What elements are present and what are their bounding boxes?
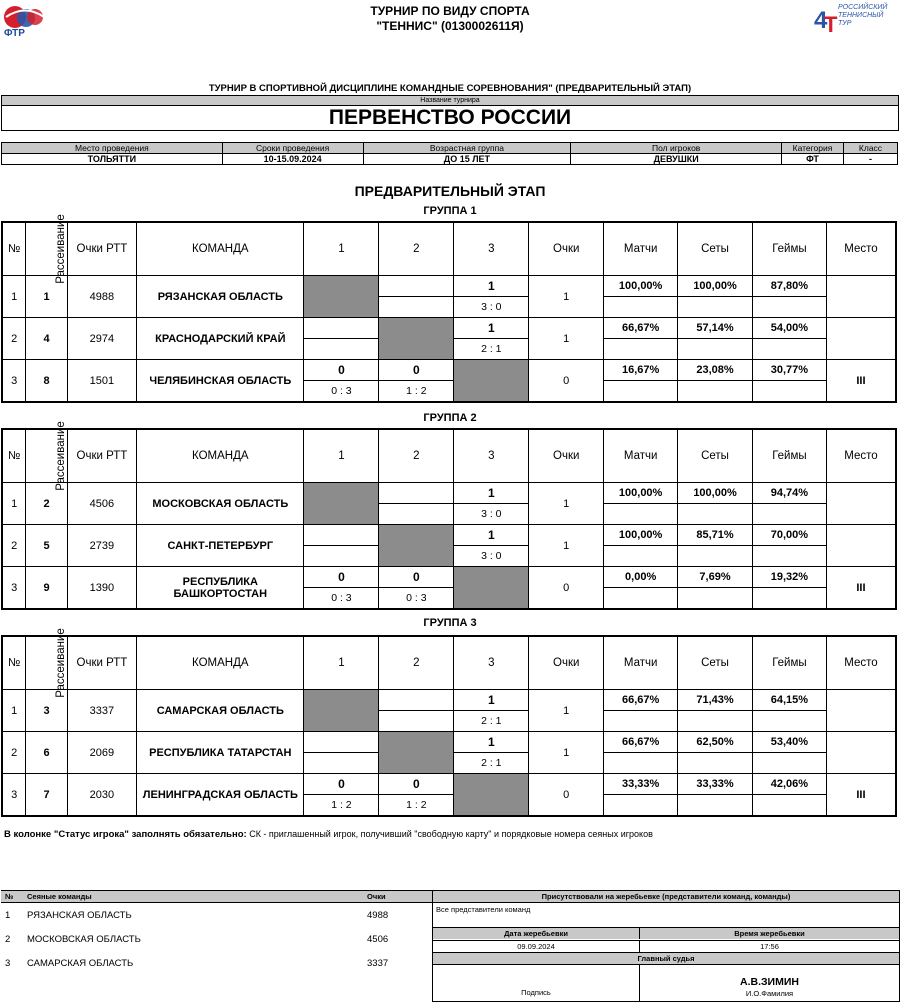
matches-percent: 16,67% bbox=[604, 360, 678, 403]
match-score: 0 : 3 bbox=[331, 385, 352, 397]
self-cell bbox=[454, 360, 529, 403]
seeded-teams-table bbox=[1, 890, 432, 975]
col-header-place: Место bbox=[826, 636, 896, 690]
col-header-no: № bbox=[2, 429, 26, 483]
rtt-points: 2030 bbox=[67, 774, 137, 817]
team-name: САНКТ-ПЕТЕРБУРГ bbox=[137, 525, 304, 567]
match-result: 1 bbox=[454, 318, 528, 339]
col-header-games: Геймы bbox=[753, 636, 827, 690]
col-header-c2: 2 bbox=[379, 636, 454, 690]
team-place bbox=[826, 483, 896, 525]
result-cell-1 bbox=[304, 774, 379, 817]
rtt-points: 4506 bbox=[67, 483, 137, 525]
document-title bbox=[300, 4, 600, 34]
draw-time-label: Время жеребьевки bbox=[640, 928, 899, 939]
group-header-row bbox=[2, 636, 896, 690]
match-result bbox=[379, 690, 453, 711]
team-place bbox=[826, 525, 896, 567]
col-header-no: № bbox=[2, 222, 26, 276]
stage-title: ПРЕДВАРИТЕЛЬНЫЙ ЭТАП bbox=[354, 183, 546, 199]
col-header-rating: Рассеивание bbox=[26, 429, 67, 483]
group-header-row bbox=[2, 429, 896, 483]
table-row bbox=[2, 525, 896, 567]
self-cell bbox=[304, 483, 379, 525]
matches-percent: 100,00% bbox=[604, 483, 678, 525]
status-note-bold: В колонке "Статус игрока" заполнять обязательно: bbox=[4, 829, 247, 840]
team-name: РЕСПУБЛИКА БАШКОРТОСТАН bbox=[137, 567, 304, 610]
col-header-c2: 2 bbox=[379, 429, 454, 483]
seed-row: 2 МОСКОВСКАЯ ОБЛАСТЬ 4506 bbox=[5, 933, 389, 945]
col-header-points: Очки bbox=[529, 636, 604, 690]
team-points: 1 bbox=[529, 483, 604, 525]
match-score bbox=[304, 339, 378, 359]
seed-header-pts: Очки bbox=[363, 891, 432, 903]
row-number: 3 bbox=[2, 360, 26, 403]
info-value-age: ДО 15 ЛЕТ bbox=[363, 154, 571, 165]
draw-info-box bbox=[432, 890, 900, 1002]
self-cell bbox=[379, 525, 454, 567]
judge-name-label: И.О.Фамилия bbox=[745, 989, 794, 998]
sets-percent: 7,69% bbox=[678, 567, 753, 610]
col-header-sets: Сеты bbox=[678, 222, 753, 276]
info-table bbox=[1, 142, 898, 165]
rtt-points: 2974 bbox=[67, 318, 137, 360]
match-result: 0 bbox=[379, 567, 453, 588]
ftr-logo-text: ФТР bbox=[4, 28, 25, 39]
col-header-rtt: Очки РТТ bbox=[67, 429, 137, 483]
rtt-logo-text: РОССИЙСКИЙ ТЕННИСНЫЙ ТУР bbox=[838, 4, 888, 27]
team-points: 0 bbox=[529, 774, 604, 817]
team-name: САМАРСКАЯ ОБЛАСТЬ bbox=[137, 690, 304, 732]
col-header-c3: 3 bbox=[454, 636, 529, 690]
match-score: 3 : 0 bbox=[481, 550, 502, 562]
table-row bbox=[2, 732, 896, 774]
games-percent: 54,00% bbox=[753, 318, 827, 360]
self-cell bbox=[454, 774, 529, 817]
seed-row: 3 САМАРСКАЯ ОБЛАСТЬ 3337 bbox=[5, 957, 389, 969]
ftr-logo bbox=[2, 4, 48, 40]
team-points: 1 bbox=[529, 525, 604, 567]
self-cell bbox=[304, 276, 379, 318]
match-result: 0 bbox=[379, 360, 453, 381]
team-points: 1 bbox=[529, 318, 604, 360]
games-percent: 87,80% bbox=[753, 276, 827, 318]
col-header-no: № bbox=[2, 636, 26, 690]
table-row bbox=[2, 690, 896, 732]
table-row bbox=[2, 360, 896, 403]
team-name: КРАСНОДАРСКИЙ КРАЙ bbox=[137, 318, 304, 360]
table-row bbox=[2, 318, 896, 360]
result-cell-3 bbox=[454, 276, 529, 318]
draw-date-label: Дата жеребьевки bbox=[433, 928, 640, 939]
match-result: 0 bbox=[304, 360, 378, 381]
matches-percent: 100,00% bbox=[604, 276, 678, 318]
table-row bbox=[2, 483, 896, 525]
games-percent: 19,32% bbox=[753, 567, 827, 610]
col-header-games: Геймы bbox=[753, 429, 827, 483]
signature-label: Подпись bbox=[521, 988, 551, 997]
sets-percent: 71,43% bbox=[678, 690, 753, 732]
col-header-games: Геймы bbox=[753, 222, 827, 276]
info-label-venue: Место проведения bbox=[2, 143, 223, 154]
team-name: ЧЕЛЯБИНСКАЯ ОБЛАСТЬ bbox=[137, 360, 304, 403]
match-score bbox=[304, 546, 378, 566]
result-cell-3 bbox=[454, 318, 529, 360]
tournament-name-box bbox=[1, 95, 899, 131]
info-label-category: Категория bbox=[782, 143, 844, 154]
match-result: 0 bbox=[304, 774, 378, 795]
match-score bbox=[379, 711, 453, 731]
sets-percent: 85,71% bbox=[678, 525, 753, 567]
match-score: 3 : 0 bbox=[481, 301, 502, 313]
col-header-c3: 3 bbox=[454, 429, 529, 483]
seed-row: 1 РЯЗАНСКАЯ ОБЛАСТЬ 4988 bbox=[5, 909, 389, 921]
team-place bbox=[826, 318, 896, 360]
match-result: 1 bbox=[454, 276, 528, 297]
draw-date-value: 09.09.2024 bbox=[433, 940, 640, 952]
row-number: 1 bbox=[2, 690, 26, 732]
seed-number: 4 bbox=[26, 318, 67, 360]
info-value-category: ФТ bbox=[782, 154, 844, 165]
match-result: 0 bbox=[379, 774, 453, 795]
result-cell-2 bbox=[379, 276, 454, 318]
result-cell-1 bbox=[304, 525, 379, 567]
title-line-1: ТУРНИР ПО ВИДУ СПОРТА bbox=[370, 4, 530, 18]
match-score: 1 : 2 bbox=[406, 799, 427, 811]
self-cell bbox=[379, 732, 454, 774]
group-label: ГРУППА 1 bbox=[423, 205, 477, 217]
draw-time-value: 17:56 bbox=[640, 940, 899, 952]
sets-percent: 62,50% bbox=[678, 732, 753, 774]
sets-percent: 33,33% bbox=[678, 774, 753, 817]
rtt-points: 1390 bbox=[67, 567, 137, 610]
tournament-name: ПЕРВЕНСТВО РОССИИ bbox=[328, 106, 572, 129]
row-number: 2 bbox=[2, 318, 26, 360]
row-number: 1 bbox=[2, 276, 26, 318]
self-cell bbox=[379, 318, 454, 360]
seed-number: 2 bbox=[26, 483, 67, 525]
match-score bbox=[379, 297, 453, 317]
result-cell-1 bbox=[304, 360, 379, 403]
team-name: ЛЕНИНГРАДСКАЯ ОБЛАСТЬ bbox=[137, 774, 304, 817]
matches-percent: 66,67% bbox=[604, 732, 678, 774]
result-cell-3 bbox=[454, 483, 529, 525]
col-header-matches: Матчи bbox=[604, 636, 678, 690]
result-cell-3 bbox=[454, 525, 529, 567]
col-header-points: Очки bbox=[529, 429, 604, 483]
team-points: 0 bbox=[529, 567, 604, 610]
team-name: МОСКОВСКАЯ ОБЛАСТЬ bbox=[137, 483, 304, 525]
match-score bbox=[379, 504, 453, 524]
team-place bbox=[826, 690, 896, 732]
result-cell-2 bbox=[379, 690, 454, 732]
seed-number: 5 bbox=[26, 525, 67, 567]
col-header-c3: 3 bbox=[454, 222, 529, 276]
info-value-dates: 10-15.09.2024 bbox=[222, 154, 363, 165]
team-points: 1 bbox=[529, 690, 604, 732]
match-result bbox=[304, 732, 378, 753]
row-number: 3 bbox=[2, 567, 26, 610]
judge-name: А.В.ЗИМИН bbox=[739, 976, 799, 988]
table-row bbox=[2, 276, 896, 318]
col-header-sets: Сеты bbox=[678, 636, 753, 690]
col-header-place: Место bbox=[826, 429, 896, 483]
result-cell-1 bbox=[304, 732, 379, 774]
matches-percent: 66,67% bbox=[604, 318, 678, 360]
self-cell bbox=[304, 690, 379, 732]
rtt-logo bbox=[812, 2, 898, 38]
col-header-rating: Рассеивание bbox=[26, 636, 67, 690]
team-points: 1 bbox=[529, 732, 604, 774]
match-result: 1 bbox=[454, 525, 528, 546]
group-table bbox=[1, 628, 897, 817]
col-header-points: Очки bbox=[529, 222, 604, 276]
games-percent: 64,15% bbox=[753, 690, 827, 732]
match-result: 1 bbox=[454, 483, 528, 504]
draw-present-value: Все представители команд bbox=[436, 905, 531, 914]
result-cell-2 bbox=[379, 483, 454, 525]
seed-number: 7 bbox=[26, 774, 67, 817]
table-row bbox=[2, 567, 896, 610]
games-percent: 70,00% bbox=[753, 525, 827, 567]
rtt-points: 4988 bbox=[67, 276, 137, 318]
col-header-c2: 2 bbox=[379, 222, 454, 276]
match-result: 1 bbox=[454, 732, 528, 753]
seed-number: 8 bbox=[26, 360, 67, 403]
team-points: 1 bbox=[529, 276, 604, 318]
table-row bbox=[2, 774, 896, 817]
draw-present-label: Присутствовали на жеребьевке (представители команд, команды) bbox=[433, 891, 899, 903]
row-number: 1 bbox=[2, 483, 26, 525]
col-header-team: КОМАНДА bbox=[137, 429, 304, 483]
match-score: 1 : 2 bbox=[331, 799, 352, 811]
result-cell-2 bbox=[379, 360, 454, 403]
seed-number: 6 bbox=[26, 732, 67, 774]
col-header-c1: 1 bbox=[304, 429, 379, 483]
seed-header-no: № bbox=[1, 891, 23, 903]
seed-number: 1 bbox=[26, 276, 67, 318]
team-place: III bbox=[826, 774, 896, 817]
info-value-class: - bbox=[843, 154, 897, 165]
matches-percent: 66,67% bbox=[604, 690, 678, 732]
rtt-points: 3337 bbox=[67, 690, 137, 732]
matches-percent: 0,00% bbox=[604, 567, 678, 610]
info-value-venue: ТОЛЬЯТТИ bbox=[2, 154, 223, 165]
group-header-row bbox=[2, 222, 896, 276]
match-result bbox=[304, 318, 378, 339]
team-place: III bbox=[826, 360, 896, 403]
games-percent: 30,77% bbox=[753, 360, 827, 403]
games-percent: 94,74% bbox=[753, 483, 827, 525]
match-score: 2 : 1 bbox=[481, 757, 502, 769]
status-note-text: СК - приглашенный игрок, получивший "свободную карту" и порядковые номера сеяных игроков bbox=[246, 829, 653, 839]
match-score: 3 : 0 bbox=[481, 508, 502, 520]
seed-number: 9 bbox=[26, 567, 67, 610]
col-header-c1: 1 bbox=[304, 636, 379, 690]
col-header-team: КОМАНДА bbox=[137, 636, 304, 690]
result-cell-3 bbox=[454, 732, 529, 774]
match-score: 0 : 3 bbox=[331, 592, 352, 604]
row-number: 3 bbox=[2, 774, 26, 817]
games-percent: 42,06% bbox=[753, 774, 827, 817]
match-score bbox=[304, 753, 378, 773]
result-cell-1 bbox=[304, 318, 379, 360]
rtt-points: 1501 bbox=[67, 360, 137, 403]
col-header-rtt: Очки РТТ bbox=[67, 636, 137, 690]
col-header-matches: Матчи bbox=[604, 429, 678, 483]
match-score: 2 : 1 bbox=[481, 715, 502, 727]
col-header-sets: Сеты bbox=[678, 429, 753, 483]
team-place: III bbox=[826, 567, 896, 610]
svg-text:T: T bbox=[824, 12, 838, 36]
discipline-line: ТУРНИР В СПОРТИВНОЙ ДИСЦИПЛИНЕ КОМАНДНЫЕ СОРЕВНОВАНИЯ" (ПРЕДВАРИТЕЛЬНЫЙ ЭТАП) bbox=[208, 83, 692, 94]
title-line-2: "ТЕННИС" (0130002611Я) bbox=[376, 19, 524, 33]
team-name: РЯЗАНСКАЯ ОБЛАСТЬ bbox=[137, 276, 304, 318]
row-number: 2 bbox=[2, 525, 26, 567]
match-score: 2 : 1 bbox=[481, 343, 502, 355]
col-header-place: Место bbox=[826, 222, 896, 276]
team-name: РЕСПУБЛИКА ТАТАРСТАН bbox=[137, 732, 304, 774]
match-score: 0 : 3 bbox=[406, 592, 427, 604]
result-cell-1 bbox=[304, 567, 379, 610]
sets-percent: 23,08% bbox=[678, 360, 753, 403]
team-place bbox=[826, 732, 896, 774]
result-cell-2 bbox=[379, 774, 454, 817]
svg-text:4: 4 bbox=[814, 7, 828, 34]
group-table bbox=[1, 421, 897, 610]
self-cell bbox=[454, 567, 529, 610]
sets-percent: 100,00% bbox=[678, 276, 753, 318]
result-cell-2 bbox=[379, 567, 454, 610]
match-score: 1 : 2 bbox=[406, 385, 427, 397]
group-table bbox=[1, 214, 897, 403]
group-label: ГРУППА 3 bbox=[423, 617, 477, 629]
match-result: 1 bbox=[454, 690, 528, 711]
col-header-rtt: Очки РТТ bbox=[67, 222, 137, 276]
sets-percent: 100,00% bbox=[678, 483, 753, 525]
match-result bbox=[379, 483, 453, 504]
tournament-name-label: Название турнира bbox=[2, 96, 898, 106]
match-result: 0 bbox=[304, 567, 378, 588]
info-value-gender: ДЕВУШКИ bbox=[571, 154, 782, 165]
team-place bbox=[826, 276, 896, 318]
info-label-class: Класс bbox=[843, 143, 897, 154]
rtt-points: 2739 bbox=[67, 525, 137, 567]
status-note bbox=[4, 829, 896, 840]
col-header-rating: Рассеивание bbox=[26, 222, 67, 276]
col-header-c1: 1 bbox=[304, 222, 379, 276]
matches-percent: 100,00% bbox=[604, 525, 678, 567]
match-result bbox=[379, 276, 453, 297]
matches-percent: 33,33% bbox=[604, 774, 678, 817]
judge-label: Главный судья bbox=[433, 952, 899, 965]
sets-percent: 57,14% bbox=[678, 318, 753, 360]
seed-number: 3 bbox=[26, 690, 67, 732]
col-header-matches: Матчи bbox=[604, 222, 678, 276]
rtt-points: 2069 bbox=[67, 732, 137, 774]
row-number: 2 bbox=[2, 732, 26, 774]
info-label-gender: Пол игроков bbox=[571, 143, 782, 154]
team-points: 0 bbox=[529, 360, 604, 403]
games-percent: 53,40% bbox=[753, 732, 827, 774]
col-header-team: КОМАНДА bbox=[137, 222, 304, 276]
match-result bbox=[304, 525, 378, 546]
seed-header-team: Сеяные команды bbox=[23, 891, 363, 903]
info-label-age: Возрастная группа bbox=[363, 143, 571, 154]
result-cell-3 bbox=[454, 690, 529, 732]
info-label-dates: Сроки проведения bbox=[222, 143, 363, 154]
group-label: ГРУППА 2 bbox=[423, 412, 477, 424]
